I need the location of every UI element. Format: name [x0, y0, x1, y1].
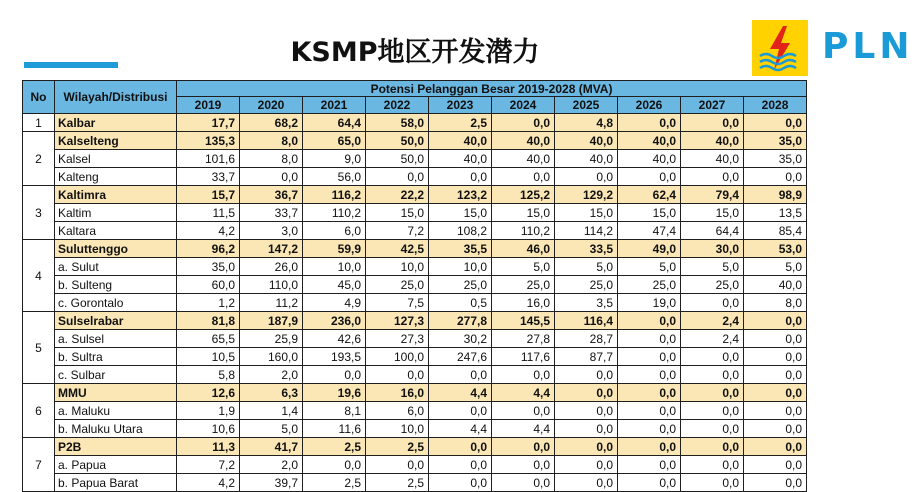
- value-cell: 64,4: [303, 114, 366, 132]
- value-cell: 28,7: [555, 330, 618, 348]
- value-cell: 60,0: [177, 276, 240, 294]
- value-cell: 16,0: [492, 294, 555, 312]
- value-cell: 40,0: [681, 132, 744, 150]
- value-cell: 49,0: [618, 240, 681, 258]
- header-region: Wilayah/Distribusi: [55, 81, 177, 114]
- value-cell: 0,0: [429, 168, 492, 186]
- value-cell: 129,2: [555, 186, 618, 204]
- value-cell: 7,2: [177, 456, 240, 474]
- value-cell: 147,2: [240, 240, 303, 258]
- value-cell: 40,0: [555, 132, 618, 150]
- value-cell: 59,9: [303, 240, 366, 258]
- distribution-row: [23, 150, 807, 168]
- value-cell: 25,9: [240, 330, 303, 348]
- value-cell: 27,8: [492, 330, 555, 348]
- value-cell: 35,0: [744, 150, 807, 168]
- row-number: 2: [23, 132, 55, 186]
- value-cell: 0,0: [618, 420, 681, 438]
- value-cell: 193,5: [303, 348, 366, 366]
- value-cell: 2,5: [429, 114, 492, 132]
- region-summary-row: [23, 132, 807, 150]
- region-name: Kaltimra: [55, 186, 177, 204]
- value-cell: 0,0: [555, 456, 618, 474]
- header-year: 2023: [429, 97, 492, 114]
- value-cell: 0,0: [618, 456, 681, 474]
- row-number: 7: [23, 438, 55, 492]
- value-cell: 110,2: [492, 222, 555, 240]
- value-cell: 0,0: [492, 438, 555, 456]
- value-cell: 0,0: [744, 456, 807, 474]
- header-year: 2024: [492, 97, 555, 114]
- value-cell: 0,0: [555, 474, 618, 492]
- header-year: 2027: [681, 97, 744, 114]
- value-cell: 98,9: [744, 186, 807, 204]
- value-cell: 108,2: [429, 222, 492, 240]
- value-cell: 0,0: [618, 402, 681, 420]
- value-cell: 40,0: [492, 150, 555, 168]
- value-cell: 0,0: [618, 348, 681, 366]
- value-cell: 0,0: [366, 456, 429, 474]
- row-number: 5: [23, 312, 55, 384]
- value-cell: 0,0: [492, 402, 555, 420]
- value-cell: 5,0: [492, 258, 555, 276]
- value-cell: 0,0: [492, 168, 555, 186]
- value-cell: 277,8: [429, 312, 492, 330]
- region-name: b. Maluku Utara: [55, 420, 177, 438]
- accent-bar: [24, 62, 118, 68]
- value-cell: 0,0: [681, 114, 744, 132]
- value-cell: 40,0: [744, 276, 807, 294]
- value-cell: 0,0: [240, 168, 303, 186]
- header-year: 2022: [366, 97, 429, 114]
- potential-table-wrapper: [22, 80, 807, 492]
- value-cell: 40,0: [555, 150, 618, 168]
- value-cell: 79,4: [681, 186, 744, 204]
- distribution-row: [23, 474, 807, 492]
- value-cell: 0,0: [366, 366, 429, 384]
- value-cell: 22,2: [366, 186, 429, 204]
- value-cell: 10,0: [429, 258, 492, 276]
- value-cell: 0,0: [618, 114, 681, 132]
- value-cell: 19,6: [303, 384, 366, 402]
- potential-table: [22, 80, 807, 492]
- value-cell: 0,0: [429, 366, 492, 384]
- value-cell: 0,0: [744, 384, 807, 402]
- value-cell: 0,0: [681, 402, 744, 420]
- value-cell: 10,0: [366, 420, 429, 438]
- value-cell: 5,8: [177, 366, 240, 384]
- row-number: 4: [23, 240, 55, 312]
- value-cell: 0,0: [618, 366, 681, 384]
- value-cell: 19,0: [618, 294, 681, 312]
- value-cell: 0,0: [681, 456, 744, 474]
- value-cell: 0,0: [429, 474, 492, 492]
- value-cell: 15,0: [429, 204, 492, 222]
- value-cell: 0,0: [555, 438, 618, 456]
- value-cell: 101,6: [177, 150, 240, 168]
- region-name: Kaltim: [55, 204, 177, 222]
- value-cell: 0,0: [555, 168, 618, 186]
- value-cell: 0,0: [429, 402, 492, 420]
- region-summary-row: [23, 186, 807, 204]
- region-name: a. Papua: [55, 456, 177, 474]
- value-cell: 0,0: [681, 384, 744, 402]
- distribution-row: [23, 330, 807, 348]
- value-cell: 0,0: [681, 474, 744, 492]
- value-cell: 81,8: [177, 312, 240, 330]
- value-cell: 0,0: [555, 402, 618, 420]
- value-cell: 1,9: [177, 402, 240, 420]
- value-cell: 25,0: [429, 276, 492, 294]
- value-cell: 42,6: [303, 330, 366, 348]
- region-name: Kalteng: [55, 168, 177, 186]
- value-cell: 2,4: [681, 312, 744, 330]
- value-cell: 11,5: [177, 204, 240, 222]
- page-title: KSMP地区开发潜力: [290, 37, 540, 68]
- region-name: b. Sultra: [55, 348, 177, 366]
- value-cell: 36,7: [240, 186, 303, 204]
- region-name: c. Sulbar: [55, 366, 177, 384]
- value-cell: 10,5: [177, 348, 240, 366]
- value-cell: 15,0: [492, 204, 555, 222]
- value-cell: 4,4: [429, 384, 492, 402]
- value-cell: 247,6: [429, 348, 492, 366]
- region-name: Kalselteng: [55, 132, 177, 150]
- value-cell: 8,1: [303, 402, 366, 420]
- region-name: a. Sulsel: [55, 330, 177, 348]
- value-cell: 0,0: [618, 330, 681, 348]
- value-cell: 11,6: [303, 420, 366, 438]
- value-cell: 1,4: [240, 402, 303, 420]
- value-cell: 8,0: [240, 150, 303, 168]
- value-cell: 7,2: [366, 222, 429, 240]
- value-cell: 0,0: [744, 114, 807, 132]
- value-cell: 7,5: [366, 294, 429, 312]
- value-cell: 15,7: [177, 186, 240, 204]
- value-cell: 0,0: [744, 474, 807, 492]
- value-cell: 40,0: [618, 150, 681, 168]
- value-cell: 4,9: [303, 294, 366, 312]
- region-name: b. Papua Barat: [55, 474, 177, 492]
- distribution-row: [23, 366, 807, 384]
- value-cell: 13,5: [744, 204, 807, 222]
- value-cell: 39,7: [240, 474, 303, 492]
- value-cell: 15,0: [681, 204, 744, 222]
- value-cell: 0,0: [744, 168, 807, 186]
- value-cell: 33,7: [177, 168, 240, 186]
- value-cell: 30,0: [681, 240, 744, 258]
- region-name: c. Gorontalo: [55, 294, 177, 312]
- value-cell: 0,0: [366, 168, 429, 186]
- value-cell: 40,0: [492, 132, 555, 150]
- value-cell: 0,0: [744, 312, 807, 330]
- value-cell: 50,0: [366, 150, 429, 168]
- value-cell: 125,2: [492, 186, 555, 204]
- region-summary-row: [23, 114, 807, 132]
- value-cell: 58,0: [366, 114, 429, 132]
- value-cell: 0,0: [492, 366, 555, 384]
- value-cell: 2,0: [240, 456, 303, 474]
- value-cell: 0,0: [429, 456, 492, 474]
- region-name: b. Sulteng: [55, 276, 177, 294]
- region-name: P2B: [55, 438, 177, 456]
- value-cell: 1,2: [177, 294, 240, 312]
- value-cell: 25,0: [681, 276, 744, 294]
- row-number: 6: [23, 384, 55, 438]
- value-cell: 27,3: [366, 330, 429, 348]
- value-cell: 100,0: [366, 348, 429, 366]
- value-cell: 0,0: [618, 384, 681, 402]
- region-name: Sulselrabar: [55, 312, 177, 330]
- value-cell: 33,5: [555, 240, 618, 258]
- value-cell: 135,3: [177, 132, 240, 150]
- value-cell: 8,0: [240, 132, 303, 150]
- value-cell: 3,0: [240, 222, 303, 240]
- value-cell: 15,0: [618, 204, 681, 222]
- value-cell: 0,0: [492, 474, 555, 492]
- header-year: 2019: [177, 97, 240, 114]
- value-cell: 10,6: [177, 420, 240, 438]
- header-group: Potensi Pelanggan Besar 2019-2028 (MVA): [177, 81, 807, 97]
- value-cell: 0,0: [744, 420, 807, 438]
- header-year: 2028: [744, 97, 807, 114]
- value-cell: 187,9: [240, 312, 303, 330]
- value-cell: 96,2: [177, 240, 240, 258]
- value-cell: 9,0: [303, 150, 366, 168]
- value-cell: 0,0: [681, 366, 744, 384]
- distribution-row: [23, 456, 807, 474]
- value-cell: 10,0: [366, 258, 429, 276]
- value-cell: 33,7: [240, 204, 303, 222]
- value-cell: 4,2: [177, 474, 240, 492]
- value-cell: 26,0: [240, 258, 303, 276]
- distribution-row: [23, 402, 807, 420]
- value-cell: 0,0: [618, 438, 681, 456]
- header-year: 2026: [618, 97, 681, 114]
- value-cell: 2,4: [681, 330, 744, 348]
- value-cell: 25,0: [555, 276, 618, 294]
- region-summary-row: [23, 438, 807, 456]
- value-cell: 4,8: [555, 114, 618, 132]
- value-cell: 0,0: [744, 402, 807, 420]
- value-cell: 0,0: [681, 438, 744, 456]
- value-cell: 123,2: [429, 186, 492, 204]
- value-cell: 0,0: [555, 366, 618, 384]
- value-cell: 65,0: [303, 132, 366, 150]
- value-cell: 65,5: [177, 330, 240, 348]
- value-cell: 68,2: [240, 114, 303, 132]
- region-summary-row: [23, 312, 807, 330]
- value-cell: 2,0: [240, 366, 303, 384]
- value-cell: 110,2: [303, 204, 366, 222]
- value-cell: 47,4: [618, 222, 681, 240]
- distribution-row: [23, 420, 807, 438]
- value-cell: 0,0: [744, 348, 807, 366]
- value-cell: 127,3: [366, 312, 429, 330]
- region-name: Kalsel: [55, 150, 177, 168]
- value-cell: 0,0: [681, 348, 744, 366]
- value-cell: 114,2: [555, 222, 618, 240]
- header-year: 2025: [555, 97, 618, 114]
- value-cell: 40,0: [618, 132, 681, 150]
- value-cell: 40,0: [429, 150, 492, 168]
- row-number: 3: [23, 186, 55, 240]
- value-cell: 4,2: [177, 222, 240, 240]
- region-name: a. Sulut: [55, 258, 177, 276]
- region-name: Suluttenggo: [55, 240, 177, 258]
- value-cell: 4,4: [429, 420, 492, 438]
- distribution-row: [23, 168, 807, 186]
- distribution-row: [23, 204, 807, 222]
- distribution-row: [23, 222, 807, 240]
- value-cell: 40,0: [429, 132, 492, 150]
- value-cell: 5,0: [555, 258, 618, 276]
- value-cell: 5,0: [618, 258, 681, 276]
- region-name: Kalbar: [55, 114, 177, 132]
- value-cell: 0,0: [744, 330, 807, 348]
- value-cell: 2,5: [303, 438, 366, 456]
- value-cell: 5,0: [744, 258, 807, 276]
- value-cell: 30,2: [429, 330, 492, 348]
- value-cell: 15,0: [555, 204, 618, 222]
- value-cell: 160,0: [240, 348, 303, 366]
- region-summary-row: [23, 384, 807, 402]
- value-cell: 5,0: [240, 420, 303, 438]
- value-cell: 117,6: [492, 348, 555, 366]
- value-cell: 0,0: [618, 474, 681, 492]
- logo-text: PLN: [822, 26, 914, 67]
- region-name: Kaltara: [55, 222, 177, 240]
- value-cell: 12,6: [177, 384, 240, 402]
- distribution-row: [23, 348, 807, 366]
- header-no: No: [23, 81, 55, 114]
- value-cell: 0,0: [555, 420, 618, 438]
- value-cell: 2,5: [303, 474, 366, 492]
- value-cell: 0,0: [744, 366, 807, 384]
- value-cell: 41,7: [240, 438, 303, 456]
- value-cell: 116,2: [303, 186, 366, 204]
- value-cell: 0,0: [492, 114, 555, 132]
- value-cell: 16,0: [366, 384, 429, 402]
- value-cell: 6,0: [303, 222, 366, 240]
- value-cell: 0,0: [492, 456, 555, 474]
- distribution-row: [23, 276, 807, 294]
- value-cell: 2,5: [366, 474, 429, 492]
- value-cell: 236,0: [303, 312, 366, 330]
- value-cell: 56,0: [303, 168, 366, 186]
- value-cell: 0,0: [681, 420, 744, 438]
- lightning-icon: [752, 20, 808, 76]
- value-cell: 40,0: [681, 150, 744, 168]
- value-cell: 17,7: [177, 114, 240, 132]
- value-cell: 4,4: [492, 384, 555, 402]
- value-cell: 35,5: [429, 240, 492, 258]
- distribution-row: [23, 258, 807, 276]
- value-cell: 0,0: [429, 438, 492, 456]
- region-summary-row: [23, 240, 807, 258]
- value-cell: 0,0: [618, 168, 681, 186]
- value-cell: 116,4: [555, 312, 618, 330]
- value-cell: 110,0: [240, 276, 303, 294]
- value-cell: 0,0: [303, 456, 366, 474]
- value-cell: 0,5: [429, 294, 492, 312]
- value-cell: 10,0: [303, 258, 366, 276]
- value-cell: 8,0: [744, 294, 807, 312]
- value-cell: 35,0: [744, 132, 807, 150]
- region-name: MMU: [55, 384, 177, 402]
- value-cell: 42,5: [366, 240, 429, 258]
- value-cell: 62,4: [618, 186, 681, 204]
- row-number: 1: [23, 114, 55, 132]
- value-cell: 64,4: [681, 222, 744, 240]
- distribution-row: [23, 294, 807, 312]
- value-cell: 145,5: [492, 312, 555, 330]
- value-cell: 6,3: [240, 384, 303, 402]
- value-cell: 35,0: [177, 258, 240, 276]
- header-year: 2021: [303, 97, 366, 114]
- value-cell: 15,0: [366, 204, 429, 222]
- value-cell: 25,0: [492, 276, 555, 294]
- value-cell: 25,0: [366, 276, 429, 294]
- pln-logo: [752, 20, 912, 76]
- value-cell: 0,0: [744, 438, 807, 456]
- value-cell: 46,0: [492, 240, 555, 258]
- value-cell: 0,0: [681, 168, 744, 186]
- region-name: a. Maluku: [55, 402, 177, 420]
- value-cell: 4,4: [492, 420, 555, 438]
- header-year: 2020: [240, 97, 303, 114]
- value-cell: 87,7: [555, 348, 618, 366]
- value-cell: 11,2: [240, 294, 303, 312]
- value-cell: 3,5: [555, 294, 618, 312]
- value-cell: 45,0: [303, 276, 366, 294]
- value-cell: 6,0: [366, 402, 429, 420]
- value-cell: 11,3: [177, 438, 240, 456]
- value-cell: 0,0: [555, 384, 618, 402]
- value-cell: 0,0: [303, 366, 366, 384]
- value-cell: 85,4: [744, 222, 807, 240]
- value-cell: 0,0: [618, 312, 681, 330]
- value-cell: 53,0: [744, 240, 807, 258]
- value-cell: 50,0: [366, 132, 429, 150]
- value-cell: 25,0: [618, 276, 681, 294]
- value-cell: 0,0: [681, 294, 744, 312]
- value-cell: 2,5: [366, 438, 429, 456]
- value-cell: 5,0: [681, 258, 744, 276]
